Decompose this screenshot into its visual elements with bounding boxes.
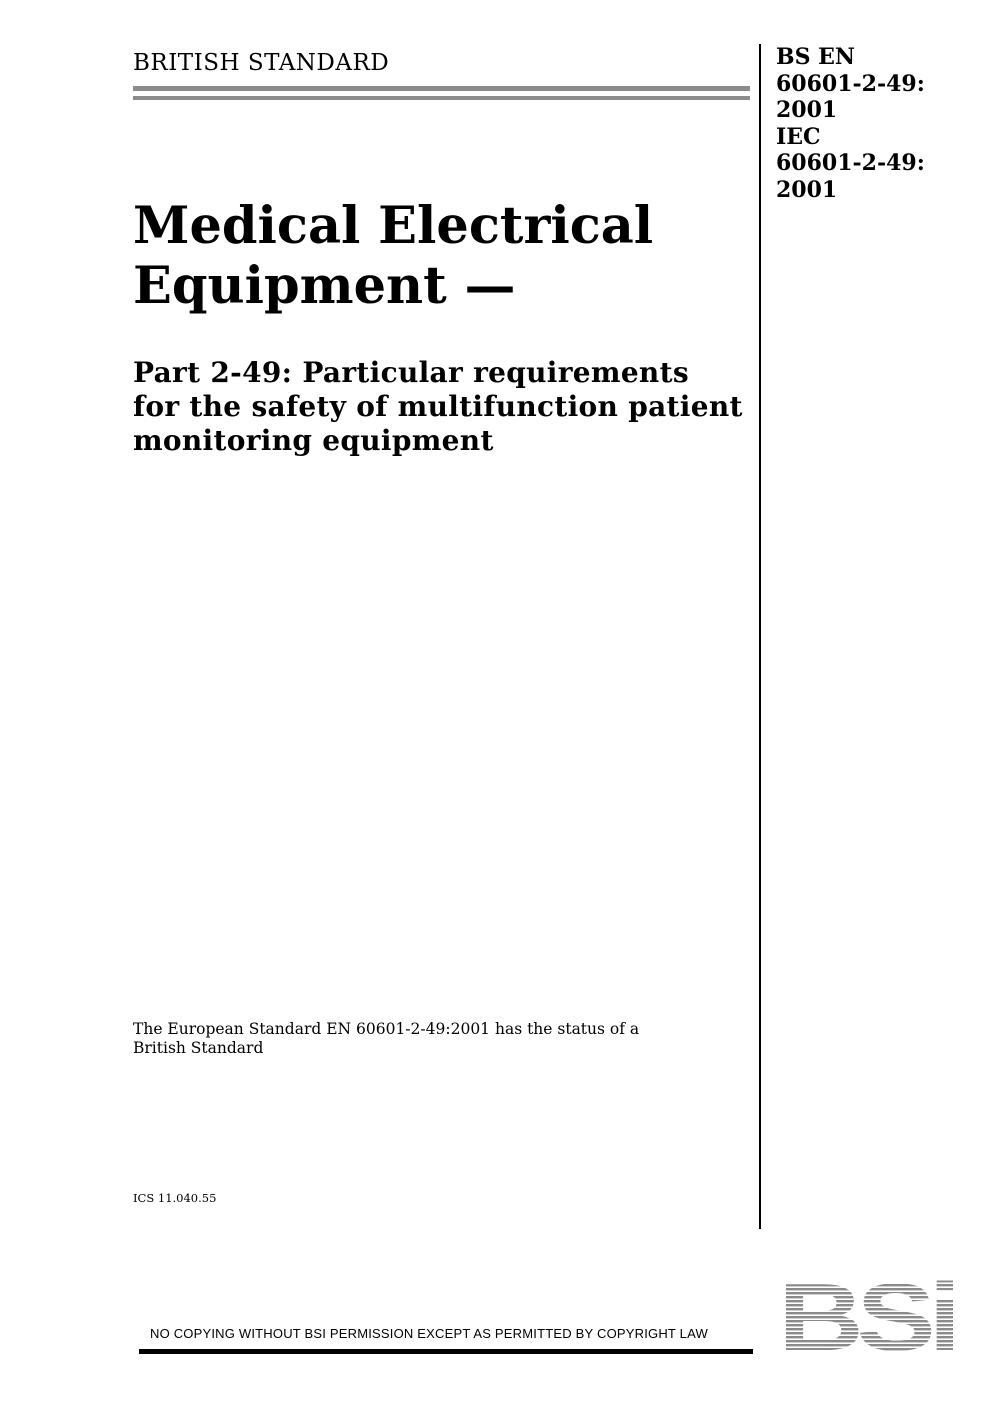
standard-number-line: 2001 xyxy=(776,97,838,123)
standard-number-block xyxy=(776,44,925,203)
standard-number-line: 2001 xyxy=(776,176,838,203)
footer-rule xyxy=(139,1349,753,1354)
bsi-logo-text: BSi xyxy=(778,1276,954,1356)
vertical-divider xyxy=(759,44,761,1229)
header-label: BRITISH STANDARD xyxy=(133,50,390,76)
document-subtitle: Part 2-49: Particular requirements for the safety of multifunction patient monitoring equipment xyxy=(133,356,743,457)
status-note-line-1: The European Standard EN 60601-2-49:2001 has the status of a xyxy=(133,1020,640,1038)
copyright-notice: NO COPYING WITHOUT BSI PERMISSION EXCEPT AS PERMITTED BY COPYRIGHT LAW xyxy=(150,1326,708,1341)
ics-code: ICS 11.040.55 xyxy=(133,1191,217,1205)
title-line-2: Equipment — xyxy=(133,256,516,316)
title-line-1: Medical Electrical xyxy=(133,196,654,256)
status-note-line-2: British Standard xyxy=(133,1039,264,1057)
standard-number-line: 60601-2-49: xyxy=(776,70,925,97)
header-rule-thick xyxy=(133,86,750,91)
bsi-logo-icon xyxy=(778,1276,954,1356)
standard-number-line: IEC xyxy=(776,123,821,150)
header-rule-thin xyxy=(133,96,750,100)
status-note xyxy=(133,1020,639,1058)
standard-number-line: 60601-2-49: xyxy=(776,150,925,176)
document-title xyxy=(133,196,653,316)
standard-number-line: BS EN xyxy=(776,44,856,70)
